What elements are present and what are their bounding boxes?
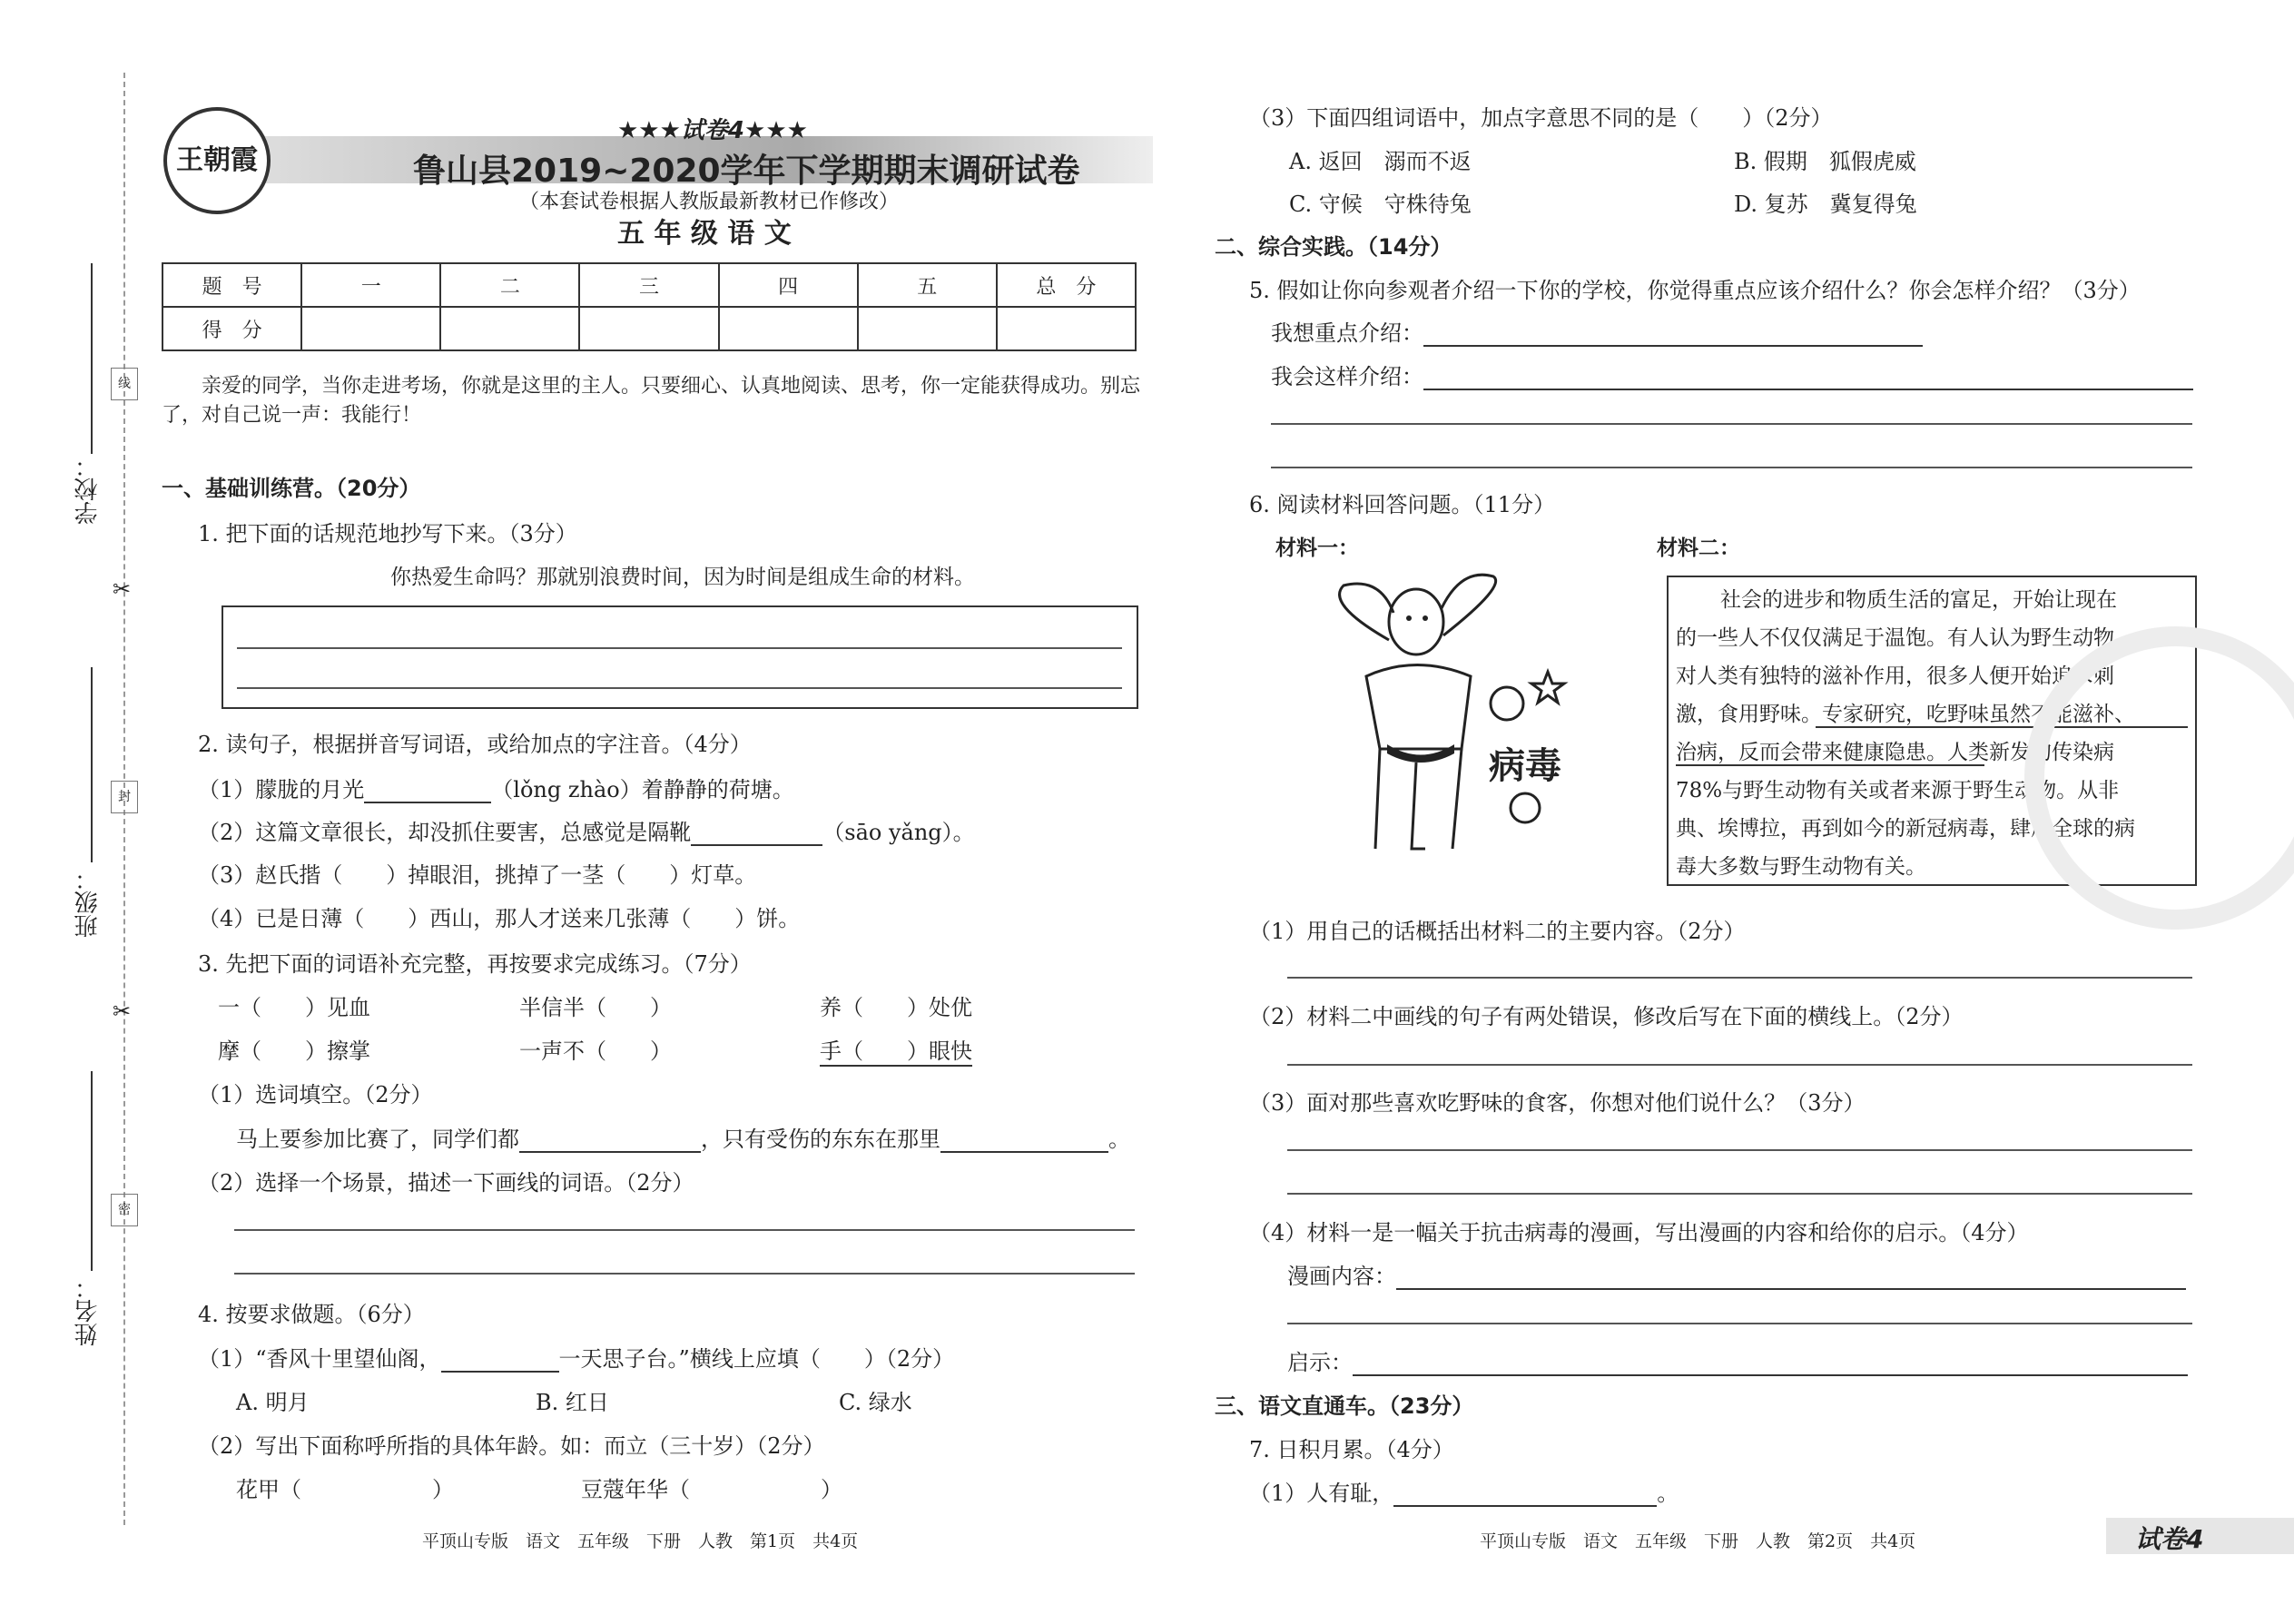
q1-sentence: 你热爱生命吗？那就别浪费时间，因为时间是组成生命的材料。 bbox=[390, 566, 975, 589]
age-2: 豆蔻年华（ ） bbox=[581, 1477, 842, 1502]
answer-line[interactable] bbox=[1287, 1149, 2192, 1151]
q6-2: （2）材料二中画线的句子有两处错误，修改后写在下面的横线上。（2分） bbox=[1249, 1004, 1964, 1029]
footer-left: 平顶山专版 语文 五年级 下册 人教 第1页 共4页 bbox=[422, 1531, 859, 1551]
answer-line[interactable] bbox=[1287, 1193, 2192, 1195]
q2-1-blank[interactable] bbox=[364, 778, 491, 803]
idiom-5: 一声不（ ） bbox=[519, 1038, 672, 1064]
virus-icon bbox=[1491, 687, 1523, 720]
m2-line: 毒大多数与野生动物有关。 bbox=[1676, 855, 1926, 879]
q4-option-a: A. 明月 bbox=[236, 1390, 310, 1415]
age-1: 花甲（ ） bbox=[236, 1477, 454, 1502]
m2-line: 对人类有独特的滋补作用，很多人便开始追求刺 bbox=[1676, 664, 2114, 688]
q6-4-b-blank[interactable] bbox=[1353, 1351, 2188, 1376]
answer-line[interactable] bbox=[1287, 977, 2192, 979]
series-label: ★★★试卷4★★★ bbox=[617, 117, 808, 144]
q4-option-b: B. 红日 bbox=[536, 1390, 609, 1415]
cartoon-virus-text: 病毒 bbox=[1489, 745, 1561, 787]
q7-1: （1）人有耻， 。 bbox=[1249, 1481, 1679, 1506]
q7-prompt: 7. 日积月累。（4分） bbox=[1249, 1437, 1454, 1462]
subject-title: 五 年 级 语 文 bbox=[617, 218, 792, 250]
score-header: 四 bbox=[719, 263, 858, 307]
name-label: 姓名： bbox=[74, 1275, 102, 1346]
q6-3: （3）面对那些喜欢吃野味的食客，你想对他们说什么？（3分） bbox=[1249, 1090, 1866, 1116]
cartoon-arm-left bbox=[1340, 584, 1393, 640]
logo-badge: 王朝霞 bbox=[163, 107, 271, 214]
q1-prompt: 1. 把下面的话规范地抄写下来。（3分） bbox=[198, 521, 577, 546]
intro-line-1: 亲爱的同学，当你走进考场，你就是这里的主人。只要细心、认真地阅读、思考，你一定能获得成功。别忘 bbox=[202, 375, 1141, 398]
q3-prompt: 3. 先把下面的词语补充完整，再按要求完成练习。（7分） bbox=[198, 951, 752, 977]
idiom-1: 一（ ）见血 bbox=[218, 995, 370, 1020]
section-2-title: 二、综合实践。（14分） bbox=[1215, 234, 1452, 260]
m2-line: 激，食用野味。专家研究，吃野味虽然不能滋补、 bbox=[1676, 703, 2135, 726]
cartoon-arm-right bbox=[1442, 575, 1496, 635]
score-row-label: 得 分 bbox=[162, 307, 301, 350]
star-icon bbox=[1531, 672, 1564, 703]
seal-feng: 封 bbox=[111, 781, 138, 813]
answer-line[interactable] bbox=[1287, 1064, 2192, 1066]
q6-4-a-blank[interactable] bbox=[1396, 1265, 2186, 1290]
q2-2: （2）这篇文章很长，却没抓住要害，总感觉是隔靴 （sāo yǎng）。 bbox=[198, 820, 975, 845]
section-3-title: 三、语文直通车。（23分） bbox=[1215, 1393, 1474, 1419]
q3-1-sentence: 马上要参加比赛了，同学们都 ，只有受伤的东东在那里 。 bbox=[236, 1127, 1130, 1152]
q3-1-blank-a[interactable] bbox=[519, 1127, 701, 1153]
paper-subtitle: （本套试卷根据人教版最新教材已作修改） bbox=[519, 191, 900, 213]
q5-prompt: 5. 假如让你向参观者介绍一下你的学校，你觉得重点应该介绍什么？你会怎样介绍？（3分） bbox=[1249, 278, 2141, 303]
q4-3: （3）下面四组词语中，加点字意思不同的是（ ）（2分） bbox=[1249, 105, 1833, 131]
score-cell[interactable] bbox=[719, 307, 858, 350]
r-option-c: C. 守候 守株待兔 bbox=[1289, 192, 1472, 217]
q2-1: （1）朦胧的月光 （lǒng zhào）着静静的荷塘。 bbox=[198, 777, 794, 802]
score-cell[interactable] bbox=[997, 307, 1136, 350]
score-cell[interactable] bbox=[440, 307, 579, 350]
q2-prompt: 2. 读句子，根据拼音写词语，或给加点的字注音。（4分） bbox=[198, 732, 752, 757]
score-cell[interactable] bbox=[579, 307, 718, 350]
score-table bbox=[162, 262, 1137, 351]
score-header: 三 bbox=[579, 263, 718, 307]
material-1-label: 材料一： bbox=[1275, 536, 1359, 560]
q4-1: （1）“香风十里望仙阁， 一天思子台。”横线上应填（ ）（2分） bbox=[198, 1346, 955, 1372]
answer-line[interactable] bbox=[234, 1273, 1135, 1275]
score-header: 二 bbox=[440, 263, 579, 307]
seal-mi: 密 bbox=[111, 1194, 138, 1226]
q5-b: 我会这样介绍： bbox=[1271, 359, 2193, 390]
intro-line-2: 了，对自己说一声：我能行！ bbox=[162, 404, 422, 427]
score-header: 五 bbox=[858, 263, 997, 307]
score-header: 一 bbox=[301, 263, 440, 307]
q2-4: （4）已是日薄（ ）西山，那人才送来几张薄（ ）饼。 bbox=[198, 906, 801, 931]
score-header: 总 分 bbox=[997, 263, 1136, 307]
q6-1: （1）用自己的话概括出材料二的主要内容。（2分） bbox=[1249, 919, 1746, 944]
seal-xian: 线 bbox=[111, 368, 138, 400]
material-2-label: 材料二： bbox=[1657, 536, 1740, 560]
q2-3: （3）赵氏揩（ ）掉眼泪，挑掉了一茎（ ）灯草。 bbox=[198, 862, 757, 888]
answer-line[interactable] bbox=[1287, 1323, 2192, 1324]
q6-prompt: 6. 阅读材料回答问题。（11分） bbox=[1249, 492, 1556, 517]
cartoon-shorts bbox=[1387, 744, 1454, 763]
cartoon-image bbox=[1289, 567, 1589, 858]
paper-title: 鲁山县2019~2020学年下学期期末调研试卷 bbox=[413, 153, 1080, 190]
q6-4-b: 启示： bbox=[1287, 1344, 2188, 1376]
q4-prompt: 4. 按要求做题。（6分） bbox=[198, 1302, 425, 1327]
r-option-b: B. 假期 狐假虎威 bbox=[1734, 149, 1916, 174]
r-option-a: A. 返回 溺而不返 bbox=[1289, 149, 1472, 174]
m2-line: 社会的进步和物质生活的富足，开始让现在 bbox=[1720, 588, 2117, 612]
q6-4: （4）材料一是一幅关于抗击病毒的漫画，写出漫画的内容和给你的启示。（4分） bbox=[1249, 1220, 2029, 1245]
q7-1-blank[interactable] bbox=[1393, 1481, 1657, 1507]
cartoon-torso bbox=[1366, 665, 1471, 750]
q5-a: 我想重点介绍： bbox=[1271, 315, 1923, 347]
underline-mark bbox=[1676, 764, 1984, 766]
name-line bbox=[91, 1071, 93, 1271]
cartoon-head bbox=[1389, 589, 1443, 655]
score-cell[interactable] bbox=[858, 307, 997, 350]
q3-1-blank-b[interactable] bbox=[940, 1127, 1108, 1153]
footer-tag: 试卷4 bbox=[2135, 1524, 2204, 1554]
m2-line: 治病，反而会带来健康隐患。人类新发的传染病 bbox=[1676, 741, 2114, 764]
school-label: 学校： bbox=[74, 454, 102, 525]
cartoon-legs bbox=[1375, 749, 1462, 849]
q3-2: （2）选择一个场景，描述一下画线的词语。（2分） bbox=[198, 1170, 694, 1196]
q6-4-a: 漫画内容： bbox=[1287, 1258, 2186, 1290]
footer-right: 平顶山专版 语文 五年级 下册 人教 第2页 共4页 bbox=[1480, 1531, 1916, 1551]
m2-line: 的一些人不仅仅满足于温饱。有人认为野生动物 bbox=[1676, 626, 2114, 650]
m2-line: 78%与野生动物有关或者来源于野生动物。从非 bbox=[1676, 779, 2120, 802]
answer-line[interactable] bbox=[1271, 467, 2192, 468]
cut-mark-icon: ✂ bbox=[113, 999, 132, 1024]
score-cell[interactable] bbox=[301, 307, 440, 350]
q3-1: （1）选词填空。（2分） bbox=[198, 1082, 433, 1107]
answer-line[interactable] bbox=[234, 1229, 1135, 1231]
school-line bbox=[91, 263, 93, 454]
answer-line[interactable] bbox=[1271, 423, 2192, 425]
q5-b-blank[interactable] bbox=[1423, 365, 2193, 390]
q2-2-blank[interactable] bbox=[691, 821, 822, 846]
virus-icon bbox=[1511, 793, 1540, 822]
idiom-4: 摩（ ）擦掌 bbox=[218, 1038, 370, 1064]
q4-option-c: C. 绿水 bbox=[839, 1390, 912, 1415]
idiom-2: 半信半（ ） bbox=[519, 995, 672, 1020]
score-header: 题 号 bbox=[162, 263, 301, 307]
q5-a-blank[interactable] bbox=[1423, 321, 1923, 347]
cut-mark-icon: ✂ bbox=[113, 576, 132, 602]
m2-line: 典、埃博拉，再到如今的新冠病毒，肆虐全球的病 bbox=[1676, 817, 2135, 841]
q4-1-blank[interactable] bbox=[441, 1347, 559, 1373]
class-label: 班级： bbox=[74, 867, 102, 938]
section-1-title: 一、基础训练营。（20分） bbox=[162, 476, 421, 501]
q1-answer-box[interactable] bbox=[222, 605, 1138, 709]
q4-2: （2）写出下面称呼所指的具体年龄。如：而立（三十岁）（2分） bbox=[198, 1433, 825, 1459]
idiom-3: 养（ ）处优 bbox=[820, 995, 972, 1020]
class-line bbox=[91, 667, 93, 862]
idiom-6: 手（ ）眼快 bbox=[820, 1033, 972, 1067]
r-option-d: D. 复苏 冀复得兔 bbox=[1734, 192, 1917, 217]
